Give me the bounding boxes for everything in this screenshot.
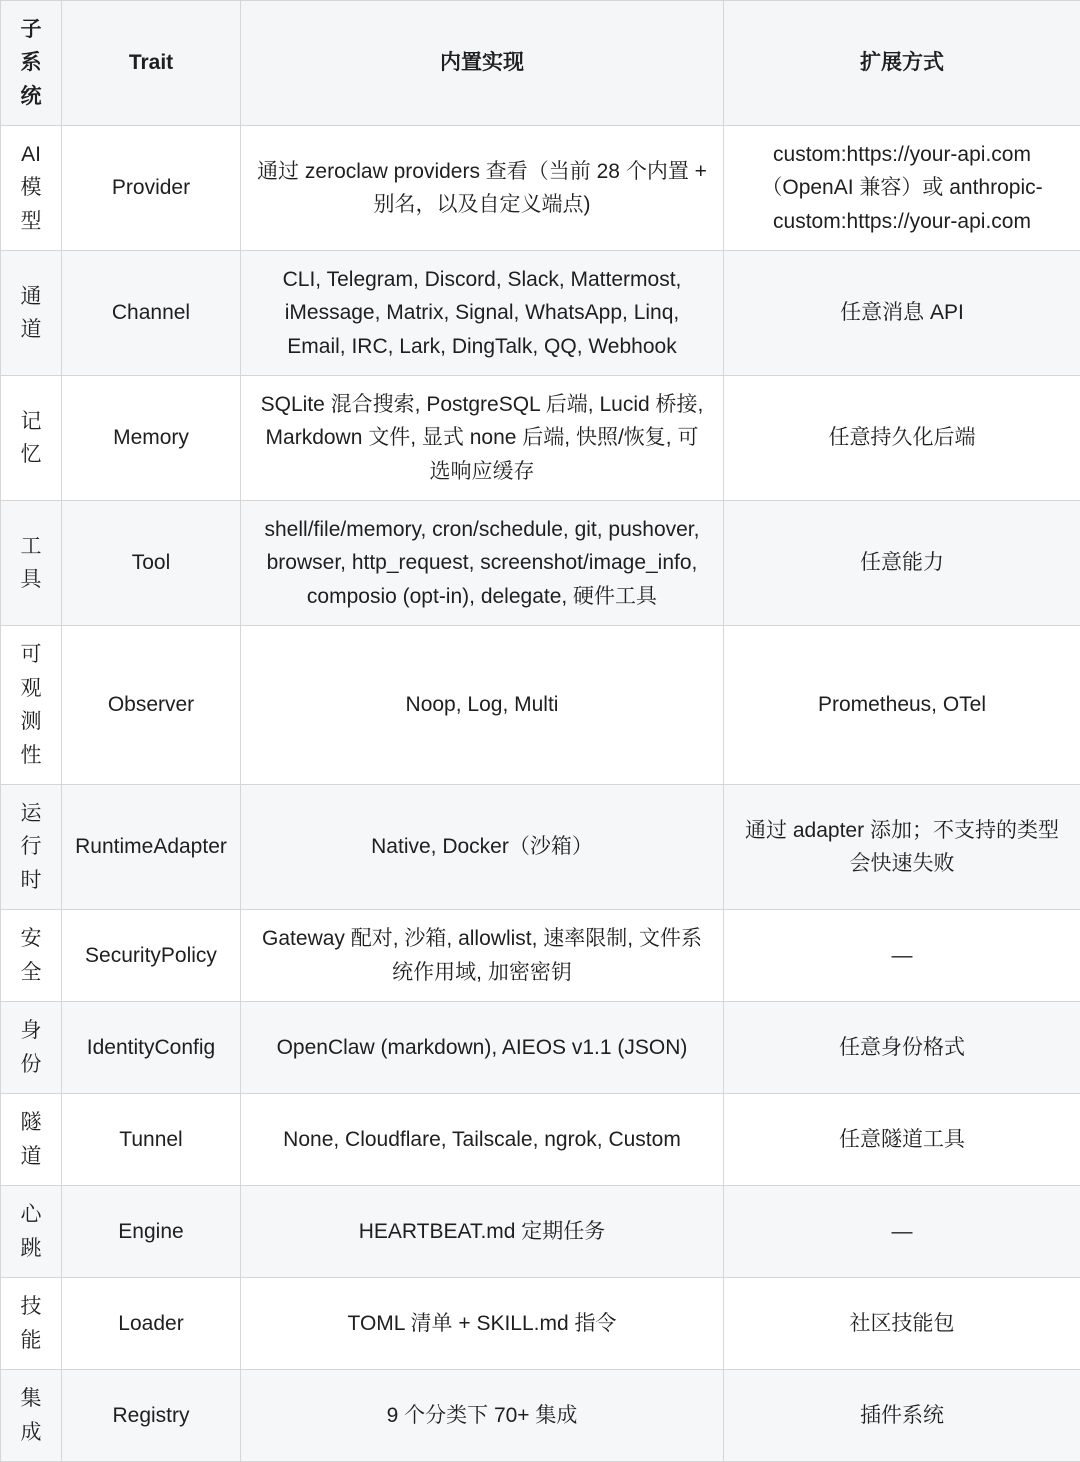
cell-trait: Memory [62, 376, 241, 501]
cell-line: （OpenAI 兼容）或 anthropic- [761, 176, 1043, 200]
table-row [1, 1370, 1080, 1462]
cell-line: — [891, 1219, 913, 1243]
cell-line: 观 [20, 676, 42, 700]
cell-line: 时 [20, 868, 42, 892]
cell-line: Prometheus, OTel [817, 693, 987, 717]
cell-builtin [241, 126, 724, 251]
cell-line: 道 [20, 1144, 42, 1168]
cell-line: CLI, Telegram, Discord, Slack, Mattermost, [282, 267, 682, 291]
cell-trait: Provider [62, 126, 241, 251]
cell-line: Native, Docker（沙箱） [371, 835, 593, 859]
cell-subsystem [1, 1094, 62, 1186]
cell-line: 会快速失败 [849, 852, 955, 875]
cell-subsystem [1, 626, 62, 785]
cell-line: 工 [20, 534, 42, 558]
cell-builtin [241, 251, 724, 376]
cell-line: 插件系统 [860, 1403, 944, 1427]
cell-line: 跳 [20, 1236, 42, 1260]
header-extension: 扩展方式 [724, 1, 1080, 126]
cell-line: OpenClaw (markdown), AIEOS v1.1 (JSON) [276, 1035, 688, 1059]
cell-line: Noop, Log, Multi [405, 693, 559, 717]
cell-line: 道 [20, 318, 42, 341]
cell-line: 忆 [20, 443, 42, 466]
header-trait: Trait [62, 1, 241, 126]
cell-line: 性 [20, 743, 42, 767]
table-body [1, 126, 1080, 1462]
cell-line: 可 [20, 643, 42, 666]
cell-line: 型 [20, 209, 42, 233]
cell-extension [724, 1002, 1080, 1094]
cell-trait: RuntimeAdapter [62, 785, 241, 910]
cell-builtin [241, 1094, 724, 1186]
cell-line: None, Cloudflare, Tailscale, ngrok, Custom [283, 1127, 681, 1151]
cell-trait: Registry [62, 1370, 241, 1462]
cell-line: custom:https://your-api.com [773, 142, 1031, 166]
cell-subsystem [1, 376, 62, 501]
cell-subsystem [1, 251, 62, 376]
cell-line: 安 [20, 927, 42, 950]
cell-line: 心 [20, 1203, 42, 1226]
cell-line: 具 [20, 568, 42, 591]
cell-line: shell/file/memory, cron/schedule, git, pushover, [264, 517, 700, 541]
header-row [1, 1, 1080, 126]
cell-builtin [241, 1002, 724, 1094]
cell-line: 运 [20, 801, 42, 825]
cell-builtin [241, 1186, 724, 1278]
cell-line: 任意隧道工具 [839, 1127, 965, 1151]
cell-subsystem [1, 785, 62, 910]
cell-subsystem [1, 910, 62, 1002]
cell-extension [724, 910, 1080, 1002]
cell-line: Email, IRC, Lark, DingTalk, QQ, Webhook [287, 334, 677, 358]
table-row [1, 376, 1080, 501]
header-subsystem: 子 系 统 [1, 1, 62, 126]
cell-builtin [241, 785, 724, 910]
cell-trait: SecurityPolicy [62, 910, 241, 1002]
cell-extension [724, 1370, 1080, 1462]
cell-line: 9 个分类下 70+ 集成 [386, 1403, 578, 1427]
cell-trait: Tunnel [62, 1094, 241, 1186]
cell-extension [724, 251, 1080, 376]
cell-extension [724, 376, 1080, 501]
cell-line: 测 [20, 710, 42, 733]
table-row [1, 1094, 1080, 1186]
cell-subsystem [1, 126, 62, 251]
table-row [1, 501, 1080, 626]
cell-line: 统作用域, 加密密钥 [392, 960, 572, 984]
table-row [1, 1002, 1080, 1094]
table-row [1, 1186, 1080, 1278]
cell-subsystem [1, 1278, 62, 1370]
cell-line: SQLite 混合搜索, PostgreSQL 后端, Lucid 桥接, [260, 392, 704, 416]
cell-line: 模 [20, 176, 42, 200]
cell-line: 任意身份格式 [839, 1035, 965, 1059]
cell-subsystem [1, 1002, 62, 1094]
cell-extension [724, 1094, 1080, 1186]
cell-extension [724, 1186, 1080, 1278]
cell-line: 成 [20, 1420, 42, 1444]
cell-trait: Loader [62, 1278, 241, 1370]
cell-subsystem [1, 501, 62, 626]
cell-line: 技 [20, 1295, 42, 1318]
cell-line: 能 [20, 1328, 42, 1352]
table-row [1, 1278, 1080, 1370]
cell-line: 全 [20, 960, 42, 984]
cell-line: — [891, 943, 913, 967]
cell-trait: Engine [62, 1186, 241, 1278]
cell-trait: Channel [62, 251, 241, 376]
table-row [1, 785, 1080, 910]
cell-line: 通过 adapter 添加；不支持的类型 [745, 818, 1059, 842]
cell-line: 通 [20, 284, 42, 308]
cell-line: 别名，以及自定义端点) [373, 193, 591, 216]
header-builtin: 内置实现 [241, 1, 724, 126]
table-row [1, 126, 1080, 251]
cell-subsystem [1, 1186, 62, 1278]
cell-line: 隧 [20, 1111, 42, 1134]
cell-line: 选响应缓存 [429, 459, 535, 483]
cell-builtin [241, 626, 724, 785]
cell-builtin [241, 501, 724, 626]
cell-trait: Tool [62, 501, 241, 626]
cell-builtin [241, 1278, 724, 1370]
cell-builtin [241, 376, 724, 501]
cell-line: 社区技能包 [849, 1311, 955, 1335]
cell-extension [724, 126, 1080, 251]
cell-line: browser, http_request, screenshot/image_info, [266, 551, 698, 575]
cell-builtin [241, 910, 724, 1002]
cell-line: composio (opt-in), delegate, 硬件工具 [306, 584, 658, 608]
cell-line: 任意持久化后端 [828, 426, 976, 450]
cell-extension [724, 1278, 1080, 1370]
cell-line: AI [21, 142, 41, 166]
cell-trait: Observer [62, 626, 241, 785]
cell-line: 集 [20, 1387, 42, 1410]
cell-line: TOML 清单 + SKILL.md 指令 [347, 1311, 617, 1335]
cell-line: custom:https://your-api.com [773, 209, 1031, 233]
cell-line: 任意消息 API [840, 301, 964, 325]
cell-line: 份 [20, 1052, 42, 1076]
cell-builtin [241, 1370, 724, 1462]
cell-line: Markdown 文件, 显式 none 后端, 快照/恢复, 可 [265, 426, 699, 450]
cell-extension [724, 626, 1080, 785]
table-row [1, 910, 1080, 1002]
table-row [1, 251, 1080, 376]
cell-extension [724, 785, 1080, 910]
cell-line: 任意能力 [860, 551, 944, 575]
cell-trait: IdentityConfig [62, 1002, 241, 1094]
table-row [1, 626, 1080, 785]
cell-line: 身 [20, 1019, 42, 1042]
cell-line: 记 [20, 409, 42, 433]
cell-line: HEARTBEAT.md 定期任务 [358, 1219, 606, 1243]
cell-line: 通过 zeroclaw providers 查看（当前 28 个内置 + [257, 159, 707, 183]
cell-subsystem [1, 1370, 62, 1462]
cell-line: iMessage, Matrix, Signal, WhatsApp, Linq, [284, 301, 680, 325]
cell-extension [724, 501, 1080, 626]
cell-line: Gateway 配对, 沙箱, allowlist, 速率限制, 文件系 [262, 927, 702, 950]
cell-line: 行 [20, 835, 42, 859]
